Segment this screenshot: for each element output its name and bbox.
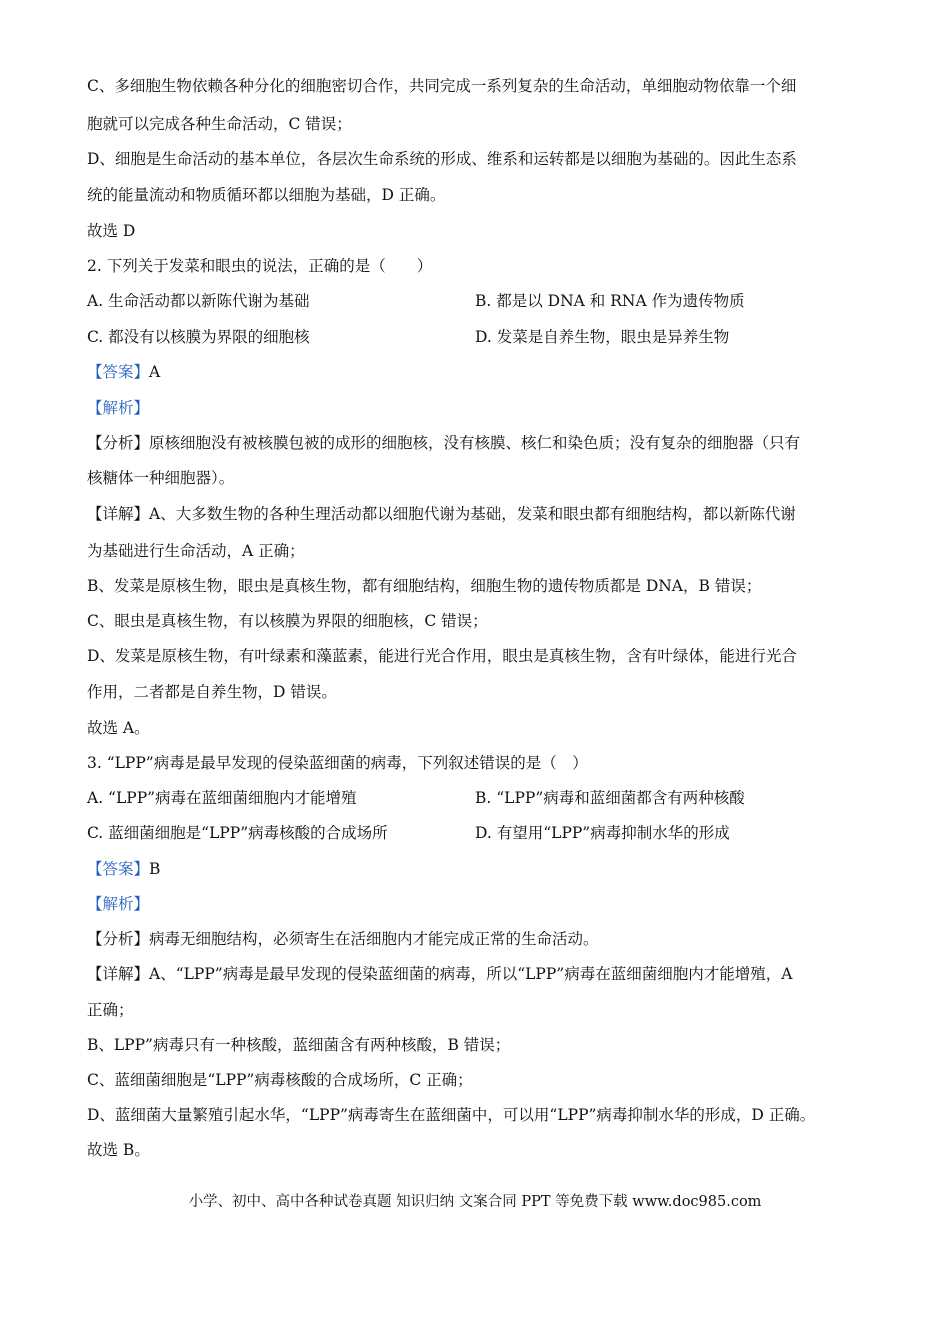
q1-option-d-explanation-line-2: 统的能量流动和物质循环都以细胞为基础，D 正确。 <box>87 186 446 204</box>
q2-detail-line-6: 作用，二者都是自养生物，D 错误。 <box>87 683 337 701</box>
q3-detail-line-1 <box>87 964 792 984</box>
q3-conclusion: 故选 B。 <box>87 1141 150 1159</box>
q1-conclusion: 故选 D <box>87 222 136 240</box>
q3-fenxi-line-1 <box>87 929 599 949</box>
q2-option-b: B. 都是以 DNA 和 RNA 作为遗传物质 <box>475 292 745 310</box>
q2-detail-line-1 <box>87 504 796 524</box>
page-footer: 小学、初中、高中各种试卷真题 知识归纳 文案合同 PPT 等免费下载 www.doc985.com <box>188 1194 762 1210</box>
answer-value: A <box>149 363 161 381</box>
detail-text: A、“LPP”病毒是最早发现的侵染蓝细菌的病毒，所以“LPP”病毒在蓝细菌细胞内才能增殖，A <box>149 965 793 983</box>
q2-analysis-heading <box>87 398 149 418</box>
q1-option-d-explanation-line-1: D、细胞是生命活动的基本单位，各层次生命系统的形成、维系和运转都是以细胞为基础的。因此生态系 <box>87 150 797 168</box>
q3-answer <box>87 859 160 879</box>
q2-fenxi-line-1 <box>87 433 800 453</box>
answer-tag: 【答案】 <box>87 860 150 878</box>
q3-stem: 3. “LPP”病毒是最早发现的侵染蓝细菌的病毒，下列叙述错误的是（ ） <box>87 754 588 772</box>
q3-option-a: A. “LPP”病毒在蓝细菌细胞内才能增殖 <box>87 789 357 807</box>
fenxi-text: 病毒无细胞结构，必须寄生在活细胞内才能完成正常的生命活动。 <box>149 930 599 948</box>
q2-detail-line-4: C、眼虫是真核生物，有以核膜为界限的细胞核，C 错误； <box>87 612 488 630</box>
fenxi-tag: 【分析】 <box>87 434 150 452</box>
q3-analysis-heading <box>87 894 149 914</box>
q3-option-d: D. 有望用“LPP”病毒抑制水华的形成 <box>475 824 730 842</box>
answer-tag: 【答案】 <box>87 363 150 381</box>
detail-tag: 【详解】 <box>87 505 150 523</box>
q2-detail-line-3: B、发菜是原核生物，眼虫是真核生物，都有细胞结构，细胞生物的遗传物质都是 DNA，B 错误； <box>87 577 762 595</box>
q2-option-a: A. 生命活动都以新陈代谢为基础 <box>87 292 310 310</box>
q1-option-c-explanation-line-1: C、多细胞生物依赖各种分化的细胞密切合作，共同完成一系列复杂的生命活动，单细胞动物依靠一个细 <box>87 77 797 95</box>
fenxi-text: 原核细胞没有被核膜包被的成形的细胞核，没有核膜、核仁和染色质；没有复杂的细胞器（只有 <box>149 434 801 452</box>
q3-detail-line-3: B、LPP”病毒只有一种核酸，蓝细菌含有两种核酸，B 错误； <box>87 1036 511 1054</box>
q1-option-c-explanation-line-2: 胞就可以完成各种生命活动，C 错误； <box>87 115 352 133</box>
q2-fenxi-line-2: 核糖体一种细胞器）。 <box>87 469 235 487</box>
q3-option-b: B. “LPP”病毒和蓝细菌都含有两种核酸 <box>475 789 745 807</box>
q3-detail-line-2: 正确； <box>87 1001 134 1019</box>
analysis-tag: 【解析】 <box>87 895 150 913</box>
q2-option-c: C. 都没有以核膜为界限的细胞核 <box>87 328 310 346</box>
q2-detail-line-5: D、发菜是原核生物，有叶绿素和藻蓝素，能进行光合作用，眼虫是真核生物，含有叶绿体，能进行光合 <box>87 647 797 665</box>
fenxi-tag: 【分析】 <box>87 930 150 948</box>
q3-option-c: C. 蓝细菌细胞是“LPP”病毒核酸的合成场所 <box>87 824 388 842</box>
q2-conclusion: 故选 A。 <box>87 719 150 737</box>
q3-detail-line-5: D、蓝细菌大量繁殖引起水华，“LPP”病毒寄生在蓝细菌中，可以用“LPP”病毒抑制水华的形成，D 正确。 <box>87 1106 816 1124</box>
q2-detail-line-2: 为基础进行生命活动，A 正确； <box>87 542 305 560</box>
q2-option-d: D. 发菜是自养生物，眼虫是异养生物 <box>475 328 730 346</box>
answer-value: B <box>149 860 161 878</box>
q2-answer <box>87 362 160 382</box>
detail-text: A、大多数生物的各种生理活动都以细胞代谢为基础，发菜和眼虫都有细胞结构，都以新陈代谢 <box>149 505 796 523</box>
q3-detail-line-4: C、蓝细菌细胞是“LPP”病毒核酸的合成场所，C 正确； <box>87 1071 473 1089</box>
detail-tag: 【详解】 <box>87 965 150 983</box>
analysis-tag: 【解析】 <box>87 399 150 417</box>
q2-stem: 2. 下列关于发菜和眼虫的说法，正确的是（ ） <box>87 257 433 275</box>
